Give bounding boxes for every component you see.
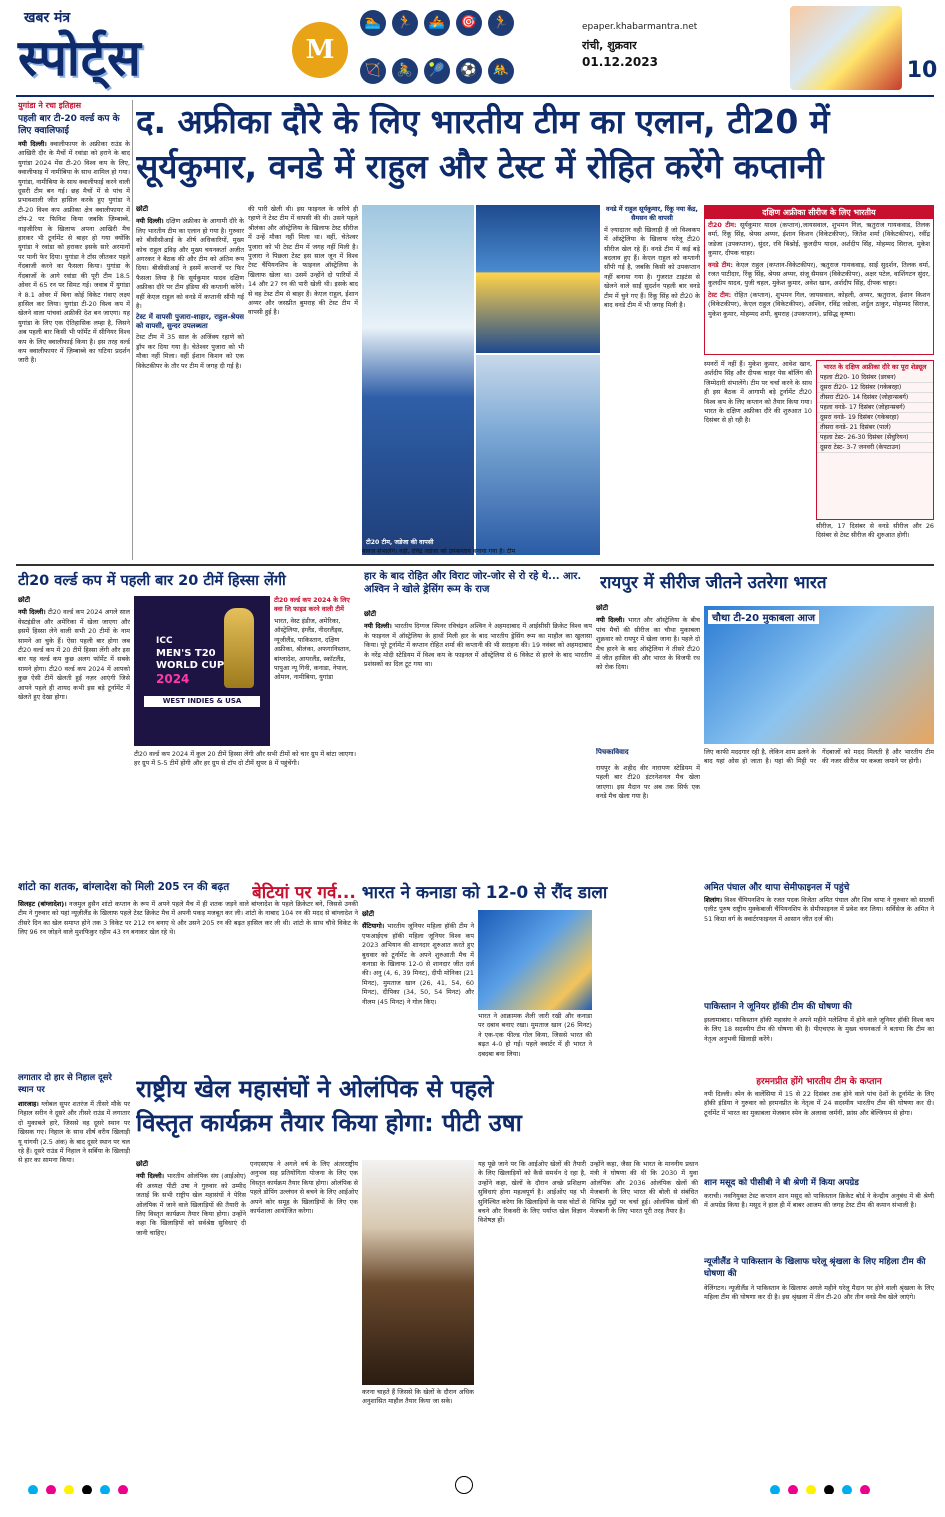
t20wc-logo-mens: MEN'S T20 xyxy=(156,648,216,659)
amit-body xyxy=(704,896,934,996)
registration-dot xyxy=(118,1485,128,1494)
pt-usha-col4: उन्होंने कहा, जैसा कि भारत के माननीय प्रधान मंत्री ने घोषणा की थी कि 2030 में युवा ओलंपिक और 2036 ओलंपिक खेलों की मेजबानी के लिए भारत की बोली से संबंधित विभिन्न मुद्दों पर चर्चा हुई। ओलंपिक खेलों की मेजबानी के लिए भारत पूरी तरह तैयार है। xyxy=(590,1160,698,1216)
pakistan-body: इस्लामाबाद। पाकिस्तान हॉकी महासंघ ने अपने महीने मलेशिया में होने वाले जूनियर हॉकी विश्व कप के लिए 18 सदस्यीय टीम की घोषणा की है। पीएचएफ के मुख्य चयनकर्ता ने बताया कि टीम का नेतृत्व अनुभवी खिलाड़ी करेंगे। xyxy=(704,1016,934,1043)
raipur-col-right: लिए काफी मददगार रही है, लेकिन शाम ढलने के बाद यहां ओस हो जाता है। यहां की मिट्टी पर गेंदबाजों को मदद मिलती है और भारतीय टीम की नजर सीरीज पर कब्जा जमाने पर होगी। xyxy=(704,748,934,766)
section-rule xyxy=(16,564,934,566)
city-day: रांची, शुक्रवार xyxy=(582,39,637,52)
mantra-logo xyxy=(292,22,348,78)
pt-usha-dateline: नयी दिल्ली। xyxy=(136,1172,165,1181)
uganda-story xyxy=(18,100,130,560)
schedule-title: भारत के दक्षिण अफ्रीका दौरे का पूरा शेड्यूल xyxy=(823,363,927,371)
pt-usha-kicker: छोटी xyxy=(136,1160,149,1168)
raipur-body: भारत और ऑस्ट्रेलिया के बीच पांच मैचों की सीरीज का चौथा मुकाबला शुक्रवार को रायपुर में खेला जाना है। पहले दो मैच हारने के बाद ऑस्ट्रेलिया ने तीसरे टी20 में जीत हासिल की और भारत के विजयी रथ को रोक दिया। xyxy=(596,616,700,672)
raipur-headline: रायपुर में सीरीज जीतने उतरेगा भारत xyxy=(600,573,827,593)
hockey-col2: भारत ने आक्रामक शैली जारी रखी और कनाडा पर दबाव बनाए रखा। मुमताज खान (26 मिनट) ने एक-एक फील्ड गोल किया, जिससे भारत की बढ़त 4-0 हो गई। पहले क्वार्टर में ही भारत ने दबदबा बना लिया। xyxy=(478,1012,592,1058)
test-team-list: रोहित (कप्तान), शुभमन गिल, जायसवाल, कोहली, अय्यर, ऋतुराज, ईशान किशन (विकेटकीपर), केएल राहुल (विकेटकीपर), अश्विन, रविंद्र जडेजा, शर्दुल ठाकुर, मोहम्मद सिराज, मुकेश कुमार, मोहम्मद शमी, बुमराह (उपकप्तान), प्रसिद्ध कृष्णा। xyxy=(708,290,931,318)
odi-team-list: केएल राहुल (कप्तान-विकेटकीपर), ऋतुराज गायकवाड़, साईं सुदर्शन, तिलक वर्मा, रजत पाटीदार, रिंकू सिंह, श्रेयस अय्यर, संजू सैमसन (विकेटकीपर), अक्षर पटेल, वाशिंगटन सुंदर, कुलदीप यादव, युजी चहल, मुकेश कुमार, अवेश खान, अर्शदीप सिंह, दीपक चाहर। xyxy=(708,260,930,288)
schedule-row: दूसरा टेस्ट- 3-7 जनवरी (केपटाउन) xyxy=(817,443,933,453)
hockey-headline xyxy=(252,880,692,906)
pakistan-headline: पाकिस्तान ने जूनियर हॉकी टीम की घोषणा की xyxy=(704,1002,852,1012)
hockey-dateline: सैंटियागो। xyxy=(362,922,385,931)
footer-registration-left xyxy=(28,1480,168,1494)
t20-team-label: टी20 टीम: xyxy=(708,221,737,229)
registration-dot xyxy=(46,1485,56,1494)
raipur-dateline: नयी दिल्ली। xyxy=(596,616,625,625)
lead-headline-line2: सूर्यकुमार, वनडे में राहुल और टेस्ट में रोहित करेंगे कप्तानी xyxy=(136,147,824,186)
hockey-headline-a: बेटियां पर गर्व... xyxy=(252,883,356,903)
t20wc-list: भारत, वेस्ट इंडीज, अमेरिका, ऑस्ट्रेलिया, इंग्लैंड, नीदरलैंड्स, न्यूजीलैंड, पाकिस्तान, दक्षिण अफ्रीका, श्रीलंका, अफगानिस्तान, बांग्लादेश, आयरलैंड, स्कॉटलैंड, पापुआ न्यू गिनी, कनाडा, नेपाल, ओमान, नामीबिया, युगांडा xyxy=(274,617,351,682)
lead-kicker: छोटी xyxy=(136,205,149,213)
bangladesh-dateline: सिलहट (बांग्लादेश)। xyxy=(18,900,67,908)
shooting-icon: 🎯 xyxy=(456,10,482,36)
registration-dot xyxy=(788,1485,798,1494)
registration-dot xyxy=(806,1485,816,1494)
lead-col1-text-b: टेस्ट टीम में 35 साल के अजिंक्य रहाणे को ड्रॉप कर दिया गया है। चेतेश्वर पुजारा को भी मौका नहीं मिला। वहीं ईशान किशन को एक विकेटकीपर के तौर पर टीम में जगह दी गई है। xyxy=(136,333,244,370)
trophy-icon xyxy=(224,608,254,688)
registration-dot xyxy=(860,1485,870,1494)
uganda-kicker: युगांडा ने रचा इतिहास xyxy=(18,101,82,110)
bangladesh-headline: शांटो का शतक, बांग्लादेश को मिली 205 रन की बढ़त xyxy=(18,881,230,893)
schedule-row: तीसरा टी20- 14 दिसंबर (जोहान्सबर्ग) xyxy=(817,393,933,403)
schedule-row: दूसरा टी20- 12 दिसंबर (गकेबरहा) xyxy=(817,383,933,393)
schedule-box xyxy=(816,360,934,520)
registration-dot xyxy=(64,1485,74,1494)
pt-usha-col2: एनएसएफ ने अगले वर्ष के लिए अंतरराष्ट्रीय अनुभव सह प्रतियोगिता योजना के लिए एक विस्तृत कार्यक्रम तैयार किया होगा। ओलंपिक से पहले डोपिंग उल्लंघन से बचने के लिए आईओए अपने कोर समूह के खिलाड़ियों के लिए एक कार्यशाला आयोजित करेगा। xyxy=(250,1160,358,1216)
t20wc-body: टी20 वर्ल्ड कप 2024 अगले साल वेस्टइंडीज और अमेरिका में खेला जाएगा और इसमें हिस्सा लेने वाली सभी 20 टीमों के नाम सामने आ चुके हैं। ऐसा पहली बार होगा जब टी20 वर्ल्ड कप में 20 टीमें हिस्सा लेंगी और इस बार यह वर्ल्ड कप कुछ अलग फॉर्मेट में सबके सामने होगा। टी20 वर्ल्ड कप 2024 में आपको कुछ ऐसी टीमें खेलती हुई नज़र आएंगी जिसे आपने पहले ही शायद कभी इस बड़े टूर्नामेंट में खेलते हुए देखा होगा। xyxy=(18,608,130,702)
lead-col4-caption: वनडे में राहुल सूर्यकुमार, रिंकू नया केंद्र, सैमसन की वापसी xyxy=(606,205,698,223)
pt-usha-col3: यह पूछे जाने पर कि आईओए खेलों की तैयारी के लिए खिलाड़ियों को कैसे समर्थन दे रहा है, उन्होंने कहा, खेलों के दौरान अच्छे प्रशिक्षण सुविधाएं होना महत्वपूर्ण है। आईओए यह भी सुनिश्चित करेगा कि खिलाड़ियों के पास चोटों से बचने और रिकवरी के लिए पर्याप्त खेल विज्ञान विशेषज्ञ हों। xyxy=(478,1160,586,1225)
nz-body: वेलिंगटन। न्यूजीलैंड ने पाकिस्तान के खिलाफ अगले महीने घरेलू मैदान पर होने वाली श्रृंखला के लिए महिला टीम की घोषणा कर दी है। इस श्रृंखला में तीन टी-20 और तीन वनडे मैच खेले जाएंगे। xyxy=(704,1284,934,1302)
t20-team-list: सूर्यकुमार यादव (कप्तान),जायसवाल, शुभमन गिल, ऋतुराज गायकवाड, तिलक वर्मा, रिंकू सिंह, श्रेयस अय्यर, ईशान किशन (विकेटकीपर), जितेश शर्मा (विकेटकीपर), रवींद्र जडेजा (उपकप्तान), सुंदर, रवि बिश्नोई, कुलदीप यादव, अर्शदीप सिंह, मोहम्मद सिराज, मुकेश कुमार, दीपक चाहर। xyxy=(708,221,931,258)
rohit-virat-kicker: छोटी xyxy=(364,610,377,618)
t20wc-logo xyxy=(134,596,270,746)
uganda-dateline: नयी दिल्ली। xyxy=(18,140,47,148)
registration-dot xyxy=(824,1485,834,1494)
schedule-row: पहला टेस्ट- 26-30 दिसंबर (सेंचुरियन) xyxy=(817,433,933,443)
lead-headline-line1: द. अफ्रीका दौरे के लिए भारतीय टीम का एलान, टी20 में xyxy=(136,102,830,141)
registration-dot xyxy=(770,1485,780,1494)
shan-body: कराची। नवनियुक्त टेस्ट कप्तान शान मसूद को पाकिस्तान क्रिकेट बोर्ड ने केन्द्रीय अनुबंध में बी श्रेणी में अपग्रेड किया है। मसूद ने हाल ही में बाबर आजम की जगह टेस्ट टीम की कमान संभाली है। xyxy=(704,1192,934,1210)
swimming-icon: 🏊 xyxy=(360,10,386,36)
schedule-tail: सीरीज, 17 दिसंबर से वनडे सीरीज और 26 दिसंबर से टेस्ट सीरीज की शुरुआत होगी। xyxy=(816,522,934,540)
brand-logo xyxy=(16,6,266,92)
lead-headline xyxy=(136,100,936,200)
registration-dot xyxy=(82,1485,92,1494)
hockey-kicker: छोटी xyxy=(362,910,375,918)
lead-col4 xyxy=(604,205,700,560)
rohit-virat-body xyxy=(364,610,592,876)
masthead-meta xyxy=(582,22,782,82)
tennis-icon: 🎾 xyxy=(424,58,450,84)
registration-dot xyxy=(28,1485,38,1494)
test-team-label: टेस्ट टीम: xyxy=(708,290,732,299)
uganda-headline: पहली बार टी-20 वर्ल्ड कप के लिए क्वालिफाई xyxy=(18,114,120,136)
lead-col1-text: दक्षिण अफ्रीका के आगामी दौरे के लिए भारतीय टीम का एलान हो गया है। गुरुवार को बीसीसीआई के शीर्ष अधिकारियों, मुख्य कोच राहुल द्रविड़ और मुख्य चयनकर्ता अजीत अगरकर ने बैठक की और टीम को अंतिम रूप दिया। बीसीसीआई ने इसमें कप्तानों पर फिर फैसला लिया है कि सूर्यकुमार यादव दक्षिण अफ्रीका दौरे पर टीम इंडिया की कप्तानी करेंगे। वहीं केएल राहुल को वनडे में कप्तानी सौंपी गई है। xyxy=(136,217,244,311)
t20wc-logo-icc: ICC xyxy=(156,636,173,646)
hockey-col1 xyxy=(362,910,474,1068)
registration-dot xyxy=(100,1485,110,1494)
running-icon: 🏃 xyxy=(392,10,418,36)
pt-usha-photo xyxy=(362,1160,474,1385)
sprint-icon: 🏃 xyxy=(488,10,514,36)
rohit-virat-headline: हार के बाद रोहित और विराट जोर-जोर से रो रहे थे... आर. अश्विन ने खोले ड्रेसिंग रूम के राज xyxy=(364,571,582,595)
odi-team-label: वनडे टीम: xyxy=(708,260,733,269)
team-box-title: दक्षिण अफ्रीका सीरीज के लिए भारतीय xyxy=(705,206,933,219)
nihal-body xyxy=(18,1100,130,1470)
schedule-row: पहला वनडे- 17 दिसंबर (जोहान्सबर्ग) xyxy=(817,403,933,413)
lead-photo-bottom-caption: बावज संभालेंगे। वहीं, रविंद्र जडेजा को उपकप्तान बनाया गया है। टीम xyxy=(362,548,516,555)
pt-usha-headline-line1: राष्ट्रीय खेल महासंघों ने ओलंपिक से पहले xyxy=(136,1075,494,1103)
site-url: epaper.khabarmantra.net xyxy=(582,22,698,32)
lead-col2 xyxy=(248,205,358,560)
hockey-headline-b: भारत ने कनाडा को 12-0 से रौंद डाला xyxy=(355,883,608,903)
lead-col5 xyxy=(704,360,812,560)
mantra-logo-letter: M xyxy=(305,35,335,65)
harman-headline: हरमनप्रीत होंगे भारतीय टीम के कप्तान xyxy=(756,1077,882,1087)
nihal-text: ग्लोबल सुपर शतरंज में तीसरे मौके पर निहाल सरीन ने दूसरे और तीसरे राउंड में लगातार दो मुकाबले हारे, जिससे वह दूसरे स्थान पर खिसक गए। निहाल के साथ शीर्ष वरीय खिलाड़ी यू यांगयी (2.5 अंक) के बाद दूसरे स्थान पर चल रहे हैं। दूसरे राउंड में निहाल ने सर्बिया के खिलाड़ी से हार का सामना किया। xyxy=(18,1100,130,1165)
amit-dateline: शिलांग। xyxy=(704,896,723,904)
football-icon: ⚽ xyxy=(456,58,482,84)
pt-usha-col1 xyxy=(136,1160,246,1470)
archery-icon: 🏹 xyxy=(360,58,386,84)
cycling-icon: 🚴 xyxy=(392,58,418,84)
athletes-collage xyxy=(790,6,902,90)
t20wc-teams-box xyxy=(274,596,356,746)
raipur-photo-title: चौथा टी-20 मुकाबला आज xyxy=(708,610,819,624)
masthead-rule xyxy=(16,95,934,97)
lead-col2-text: की पारी खेली थी। इस फाइनल के जरिये ही रहाणे ने टेस्ट टीम में वापसी की थी। उसने पहले श्रीलंका और ऑस्ट्रेलिया के खिलाफ टेस्ट सीरीज में उन्हें मौका नहीं मिला था। वहीं, चेतेश्वर पुजारा को भी टेस्ट टीम में जगह नहीं मिली है। पुजारा ने पिछला टेस्ट इस साल जून में विश्व टेस्ट चैंपियनशिप के फाइनल ऑस्ट्रेलिया के खिलाफ खेला था। उसमें उन्होंने दो पारियों में 14 और 27 रन की पारी खेली थी। इसके बाद से वह टेस्ट टीम से बाहर हैं। केएल राहुल, ईशान अय्यर और जसप्रीत बुमराह की टेस्ट टीम में वापसी हुई है। xyxy=(248,205,358,317)
rohit-photo-caption: टी20 टीम, जडेजा की वापसी xyxy=(366,539,434,546)
lead-col4-text: में ज़्यादातर वही खिलाड़ी हैं जो विश्वकप में ऑस्ट्रेलिया के खिलाफ घरेलू टी20 सीरीज खेल रहे हैं। वनडे टीम में कई बड़े बदलाव हुए हैं। केएल राहुल को कप्तानी सौंपी गई है, जबकि किसी को उपकप्तान नहीं बनाया गया है। गुजरात टाइटंस से खेलने वाले साईं सुदर्शन पहली बार वनडे टीम में चुने गए हैं। रिंकू सिंह को टी20 के बाद वनडे टीम में भी जगह मिली है। xyxy=(604,225,700,310)
amit-headline: अमित पंघाल और थापा सेमीफाइनल में पहुंचे xyxy=(704,883,850,893)
t20wc-col2: टी20 वर्ल्ड कप 2024 में कुल 20 टीमें हिस्सा लेंगी और सभी टीमों को चार ग्रुप में बांटा जाएगा। हर ग्रुप में 5-5 टीमें होंगी और हर ग्रुप से टॉप दो टीमें सुपर 8 में पहुंचेंगी। xyxy=(134,750,356,768)
nihal-dateline: शारजाह। xyxy=(18,1100,39,1108)
nz-headline: न्यूजीलैंड ने पाकिस्तान के खिलाफ घरेलू श्रृंखला के लिए महिला टीम की घोषणा की xyxy=(704,1257,926,1279)
uganda-body: क्वालीफायर के अफ्रीका राउंड के आखिरी दौर के मैचों में रवांडा को हराने के बाद युगांडा 2024 मेंस टी-20 विश्व कप के लिए, क्वालीफाइ में नामीबिया के साथ शामिल हो गया। युगांडा, नामीबिया के साथ क्वालीफाई करने वाली दूसरी टीम बन गई। छह मैचों में से पांच में प्रभावशाली जीत हासिल करके हुए युगांडा ने टी-20 विश्व कप अफ्रीका क्षेत्र क्वालीफायर में टॉप-2 पर फिनिश किया जबकि ज़िम्बाब्वे, नाइजीरिया के खिलाफ अपना आखिरी मैच हारकर भी टूर्नामेंट से बाहर हो गया क्योंकि युगांडा ने रवांडा को हराकर इसके सारे अरमानों पर पानी फेर दिया। युगांडा ने टॉस जीतकर पहले गेंदबाजी करने का फैसला किया। युगांडा के गेंदबाजों के आगे रवांडा की पूरी टीम 18.5 ओवर में 65 रन पर सिमट गई। जवाब में युगांडा ने 8.1 ओवर में बिना कोई विकेट गंवाए लक्ष्य हासिल कर लिया। युगांडा टी-20 विश्व कप में खेलने वाला पांचवां अफ्रीकी देश बन जाएगा। यह युगांडा के लिए एक ऐतिहासिक लम्हा है, जिसने अब पहली बार किसी भी फॉर्मेट में सीनियर विश्व कप के लिए क्वालीफाई किया है। इस तरह वर्ल्ड कप क्वालीफायर में ज़िम्बाब्वे का घटिया प्रदर्शन जारी है। xyxy=(18,140,130,365)
t20wc-dateline: नयी दिल्ली। xyxy=(18,608,46,617)
kayak-icon: 🚣 xyxy=(424,10,450,36)
footer-registration-right xyxy=(770,1480,930,1494)
issue-date: 01.12.2023 xyxy=(582,55,658,69)
amit-text: विश्व चैंपियनशिप के रजत पदक विजेता अमित पंघाल और शिव थापा ने गुरुवार को सातवीं एलीट पुरुष राष्ट्रीय मुक्केबाजी चैंपियनशिप के सेमीफाइनल में प्रवेश कर लिया। सर्विसेज के अमित ने 51 किग्रा वर्ग के क्वार्टरफाइनल में आसान जीत दर्ज की। xyxy=(704,896,934,923)
pt-usha-photo-caption: करना चाहते हैं जिससे कि खेलों के दौरान अधिक अनुशासित माहौल तैयार किया जा सके। xyxy=(362,1388,474,1406)
shan-headline: शान मसूद को पीसीबी ने बी श्रेणी में किया अपग्रेड xyxy=(704,1178,859,1188)
t20wc-col1 xyxy=(18,596,130,876)
rahul-photo xyxy=(476,355,600,555)
harman-body: नयी दिल्ली। स्पेन के वालेंसिया में 15 से 22 दिसंबर तक होने वाले पांच देशों के टूर्नामेंट के लिए हॉकी इंडिया ने गुरुवार को हरमनप्रीत के नेतृत्व में 24 सदस्यीय भारतीय टीम की घोषणा कर दी। टूर्नामेंट में भारत का मुकाबला मेजबान स्पेन के अलावा जर्मनी, फ्रांस और बेल्जियम से होगा। xyxy=(704,1090,934,1117)
team-box xyxy=(704,205,934,355)
raipur-col1b: रायपुर के शहीद वीर नारायण स्टेडियम में पहली बार टी20 इंटरनेशनल मैच खेला जाएगा। इस मैदान पर अब तक सिर्फ एक वनडे मैच खेला गया है। xyxy=(596,764,700,801)
bangladesh-text: नजमुल हुसैन शांटो कप्तान के रूप में अपने पहले मैच में ही शतक जड़ने वाले बांग्लादेश के पहले क्रिकेटर बने, जिससे उनकी टीम ने गुरुवार को यहां न्यूज़ीलैंड के खिलाफ पहले टेस्ट क्रिकेट मैच में अपनी पकड़ मजबूत कर ली। शांटो के नाबाद 104 रन की मदद से बांग्लादेश ने तीसरे दिन का खेल समाप्त होने तक 3 विकेट पर 212 रन बनाए थे और उसने 205 रन की बढ़त हासिल कर ली थी। शांटो के साथ चौथे विकेट के लिए 96 रन जोड़ने वाले मुशफिकुर रहीम 43 रन बनाकर खेल रहे थे। xyxy=(18,900,358,937)
pt-usha-headline-line2: विस्तृत कार्यक्रम तैयार किया होगा: पीटी उषा xyxy=(136,1109,522,1137)
t20wc-headline: टी20 वर्ल्ड कप में पहली बार 20 टीमें हिस्सा लेंगी xyxy=(18,573,286,589)
masthead xyxy=(0,0,945,96)
lead-col1-subhead: टेस्ट में वापसी पुजारा-शाहार, राहुल-श्रेयस को वापसी, सुन्दर उपलब्धता xyxy=(136,313,244,331)
t20wc-logo-year: 2024 xyxy=(156,672,190,686)
t20wc-logo-hosts: WEST INDIES & USA xyxy=(144,696,260,707)
pt-usha-headline xyxy=(136,1072,696,1152)
t20wc-kicker: छोटी xyxy=(18,596,31,604)
page-number: 10 xyxy=(906,58,938,83)
raipur-photo xyxy=(704,606,934,744)
rohit-virat-text: भारतीय दिग्गज स्पिनर रविचंद्रन अश्विन ने अहमदाबाद में आईसीसी क्रिकेट विश्व कप के फाइनल में ऑस्ट्रेलिया के हाथों मिली हार के बाद भारतीय ड्रेसिंग रूम का माहौल का खुलासा किया। पूरे टूर्नामेंट में कप्तान रोहित शर्मा की कप्तानी की भी सराहना की। 19 नवंबर को अहमदाबाद के नरेंद्र मोदी स्टेडियम में विश्व कप के फाइनल में ऑस्ट्रेलिया से 6 विकेट से हारने के बाद भारतीय प्रशंसकों का दिल टूट गया था। xyxy=(364,622,592,669)
wrestling-icon: 🤼 xyxy=(488,58,514,84)
nihal-headline: लगातार दो हार से निहाल दूसरे स्थान पर xyxy=(18,1073,112,1095)
hockey-body: भारतीय जूनियर महिला हॉकी टीम ने एफआईएच हॉकी महिला जूनियर विश्व कप 2023 अभियान की शानदार शुरुआत करते हुए बुधवार को टूर्नामेंट के अपने शुरुआती मैच में कनाडा के खिलाफ 12-0 से शानदार जीत दर्ज की। अनु (4, 6, 39 मिनट), दीपी मोनिका (21 मिनट), मुमताज खान (26, 41, 54, 60 मिनट), दीपिका (34, 50, 54 मिनट) और नीलम (45 मिनट) ने गोल किए। xyxy=(362,922,474,1006)
col-divider xyxy=(132,100,133,560)
raipur-photo-caption: पिचकाविवाद xyxy=(596,748,629,756)
t20wc-logo-wc: WORLD CUP xyxy=(156,660,225,671)
bangladesh-body xyxy=(18,900,358,1068)
suryakumar-photo xyxy=(476,205,600,353)
rohit-photo xyxy=(362,205,474,555)
registration-dot xyxy=(842,1485,852,1494)
hockey-team-photo xyxy=(478,910,592,1010)
schedule-row: दूसरा वनडे- 19 दिसंबर (गकेबरहा) xyxy=(817,413,933,423)
lead-col1 xyxy=(136,205,244,560)
lead-dateline: नयी दिल्ली। xyxy=(136,217,164,226)
t20wc-list-title: टी20 वर्ल्ड कप 2024 के लिए क्वा लि फाइड करने वाली टीमें xyxy=(274,596,350,613)
lead-col5-text: स्पनरों में नहीं हैं। मुकेश कुमार, आवेश खान, अर्शदीप सिंह और दीपक चाहर पेस बॉलिंग की जिम्मेदारी संभालेंगे। टीम पर चर्चा करने के साथ ही इस बैठक में आगामी बड़े टूर्नामेंट टी20 विश्व कप के लिए कप्तान को तैयार किया गया। भारत के दक्षिण अफ्रीका दौरे की शुरुआत 10 दिसंबर से हो रही है। xyxy=(704,360,812,425)
rohit-virat-dateline: नयी दिल्ली। xyxy=(364,622,392,631)
schedule-row: तीसरा वनडे- 21 दिसंबर (पार्ल) xyxy=(817,423,933,433)
raipur-col1 xyxy=(596,604,700,744)
schedule-row: पहला टी20- 10 दिसंबर (डरबन) xyxy=(817,373,933,383)
brand-top: खबर मंत्र xyxy=(24,10,71,26)
pt-usha-col1-text: भारतीय ओलंपिक संघ (आईओए) की अध्यक्ष पीटी उषा ने गुरुवार को उम्मीद जताई कि सभी राष्ट्रीय खेल महासंघों ने पेरिस ओलंपिक में जाने वाले खिलाड़ियों की तैयारी के लिए विस्तृत कार्यक्रम तैयार किया होगा। उन्होंने कहा कि खिलाड़ियों को सर्वश्रेष्ठ सुविधाएं दी जानी चाहिए। xyxy=(136,1172,246,1237)
brand-main: स्पोर्ट्स xyxy=(18,29,142,87)
raipur-kicker: छोटी xyxy=(596,604,609,612)
registration-crosshair-icon xyxy=(455,1476,473,1494)
